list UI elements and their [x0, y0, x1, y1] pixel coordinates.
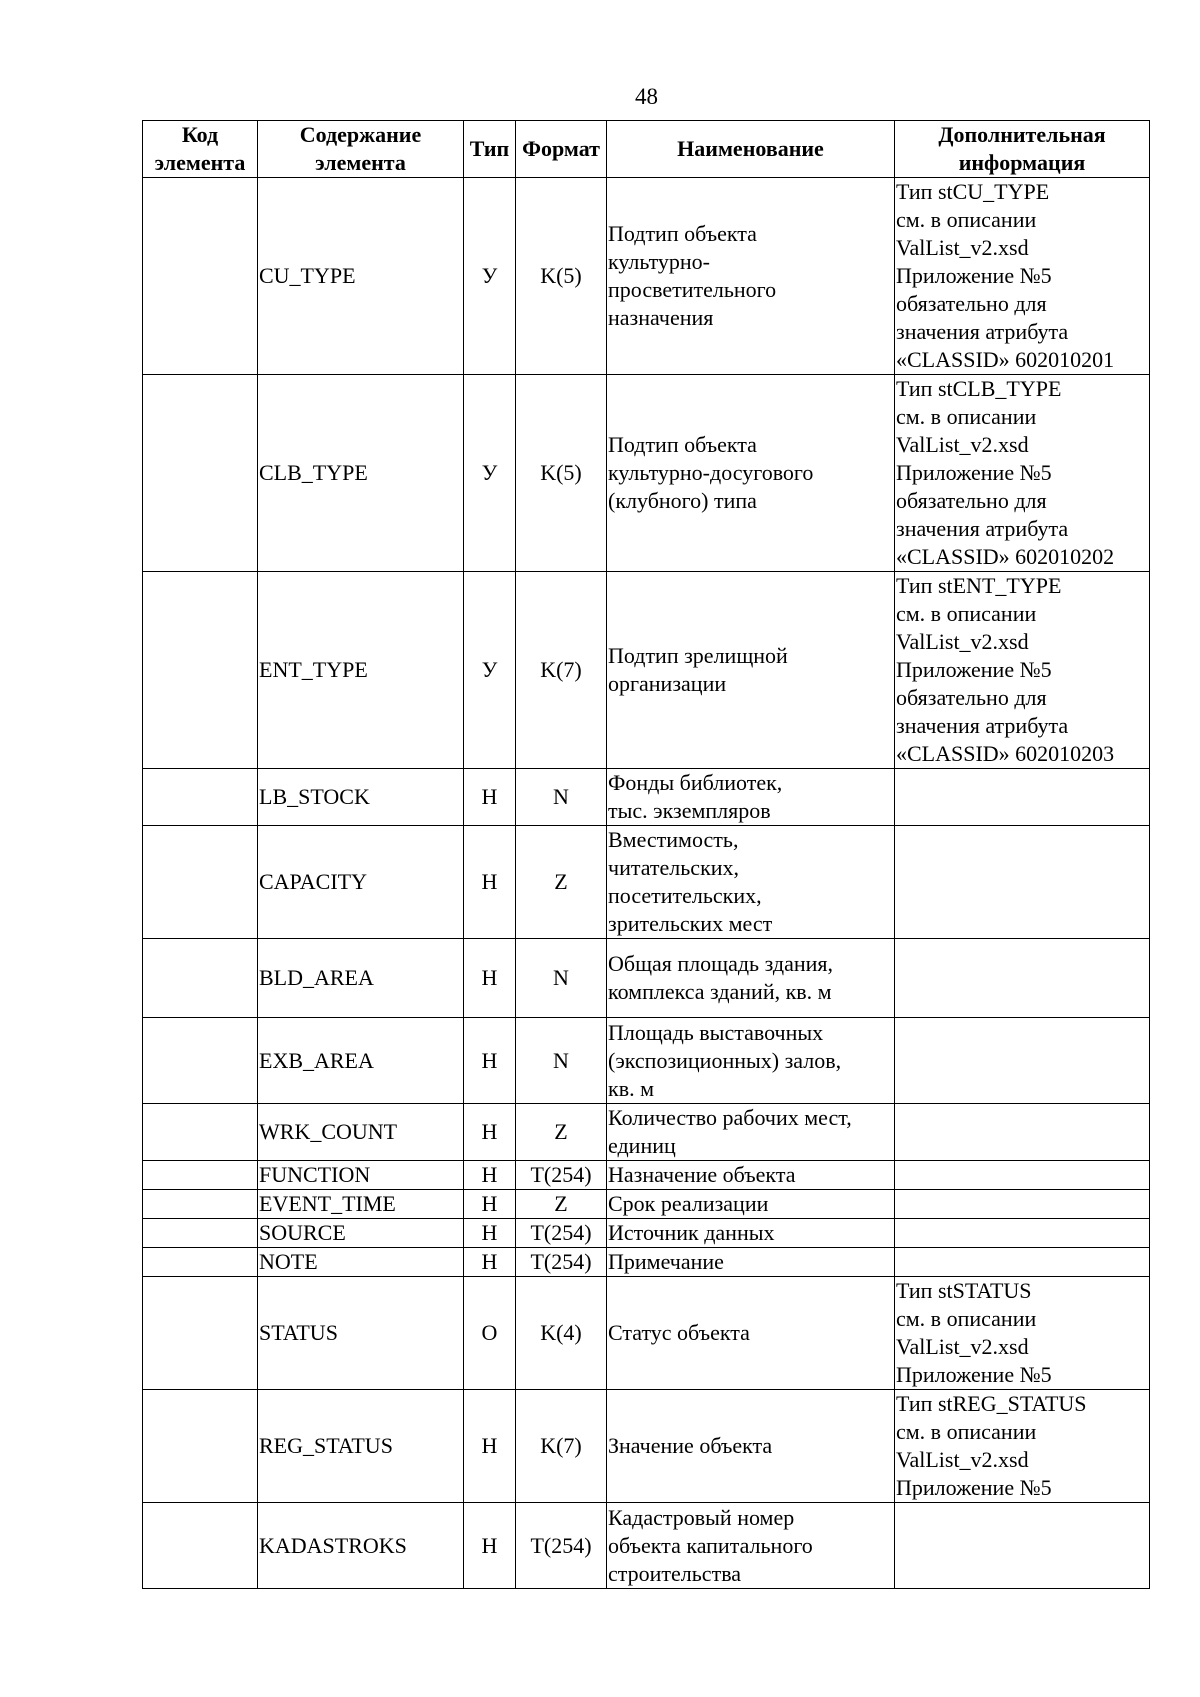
header-name: Наименование [607, 121, 895, 178]
cell-info [895, 826, 1150, 939]
cell-type: Н [464, 826, 516, 939]
cell-name: Подтип объекта культурно- просветительного назначения [607, 178, 895, 375]
cell-element: EXB_AREA [258, 1018, 464, 1104]
cell-name: Подтип зрелищной организации [607, 572, 895, 769]
cell-element: CLB_TYPE [258, 375, 464, 572]
cell-element: STATUS [258, 1277, 464, 1390]
cell-code [143, 572, 258, 769]
cell-name: Назначение объекта [607, 1161, 895, 1190]
table-row [143, 1248, 1150, 1277]
cell-code [143, 939, 258, 1018]
cell-name: Подтип объекта культурно-досугового (клубного) типа [607, 375, 895, 572]
cell-info: Тип stCU_TYPE см. в описании ValList_v2.xsd Приложение №5 обязательно для значения атрибута «CLASSID» 602010201 [895, 178, 1150, 375]
cell-element: SOURCE [258, 1219, 464, 1248]
cell-type: О [464, 1277, 516, 1390]
cell-code [143, 1190, 258, 1219]
cell-type: Н [464, 1104, 516, 1161]
cell-element: LB_STOCK [258, 769, 464, 826]
cell-type: Н [464, 1018, 516, 1104]
cell-type: Н [464, 1219, 516, 1248]
cell-info [895, 1104, 1150, 1161]
table-header-row [143, 121, 1150, 178]
table-row [143, 939, 1150, 1018]
header-type: Тип [464, 121, 516, 178]
cell-format: Z [516, 1190, 607, 1219]
cell-name: Кадастровый номер объекта капитального строительства [607, 1503, 895, 1589]
cell-format: N [516, 939, 607, 1018]
cell-code [143, 1018, 258, 1104]
cell-info [895, 939, 1150, 1018]
header-content: Содержание элемента [258, 121, 464, 178]
cell-info: Тип stSTATUS см. в описании ValList_v2.xsd Приложение №5 [895, 1277, 1150, 1390]
cell-name: Срок реализации [607, 1190, 895, 1219]
cell-type: У [464, 178, 516, 375]
cell-code [143, 1390, 258, 1503]
cell-code [143, 1248, 258, 1277]
page-number: 48 [635, 84, 658, 109]
table-row [143, 1018, 1150, 1104]
cell-element: BLD_AREA [258, 939, 464, 1018]
cell-name: Общая площадь здания, комплекса зданий, кв. м [607, 939, 895, 1018]
cell-code [143, 1161, 258, 1190]
cell-info [895, 1219, 1150, 1248]
table-row [143, 826, 1150, 939]
table-row [143, 769, 1150, 826]
cell-type: Н [464, 1503, 516, 1589]
cell-name: Фонды библиотек, тыс. экземпляров [607, 769, 895, 826]
cell-info [895, 1190, 1150, 1219]
cell-element: CU_TYPE [258, 178, 464, 375]
cell-type: Н [464, 1248, 516, 1277]
cell-name: Количество рабочих мест, единиц [607, 1104, 895, 1161]
cell-code [143, 1277, 258, 1390]
cell-format: K(7) [516, 1390, 607, 1503]
cell-name: Вместимость, читательских, посетительских, зрительских мест [607, 826, 895, 939]
cell-code [143, 1219, 258, 1248]
cell-element: NOTE [258, 1248, 464, 1277]
cell-info: Тип stCLB_TYPE см. в описании ValList_v2.xsd Приложение №5 обязательно для значения атрибута «CLASSID» 602010202 [895, 375, 1150, 572]
cell-name: Примечание [607, 1248, 895, 1277]
cell-code [143, 1503, 258, 1589]
table-row [143, 1390, 1150, 1503]
cell-format: T(254) [516, 1248, 607, 1277]
cell-element: FUNCTION [258, 1161, 464, 1190]
cell-format: T(254) [516, 1503, 607, 1589]
cell-type: Н [464, 769, 516, 826]
header-code: Код элемента [143, 121, 258, 178]
cell-format: K(4) [516, 1277, 607, 1390]
table-row [143, 1104, 1150, 1161]
table-row [143, 375, 1150, 572]
cell-element: WRK_COUNT [258, 1104, 464, 1161]
cell-type: Н [464, 1161, 516, 1190]
cell-name: Значение объекта [607, 1390, 895, 1503]
cell-info [895, 1248, 1150, 1277]
cell-info [895, 769, 1150, 826]
cell-type: У [464, 375, 516, 572]
table-row [143, 178, 1150, 375]
cell-code [143, 769, 258, 826]
table-row [143, 572, 1150, 769]
cell-info [895, 1161, 1150, 1190]
cell-format: K(5) [516, 178, 607, 375]
cell-name: Статус объекта [607, 1277, 895, 1390]
cell-info [895, 1503, 1150, 1589]
cell-element: REG_STATUS [258, 1390, 464, 1503]
table-row [143, 1503, 1150, 1589]
cell-element: ENT_TYPE [258, 572, 464, 769]
cell-info: Тип stENT_TYPE см. в описании ValList_v2.xsd Приложение №5 обязательно для значения атрибута «CLASSID» 602010203 [895, 572, 1150, 769]
table-row [143, 1219, 1150, 1248]
cell-name: Источник данных [607, 1219, 895, 1248]
cell-type: Н [464, 1190, 516, 1219]
table-row [143, 1277, 1150, 1390]
cell-element: KADASTROKS [258, 1503, 464, 1589]
header-info: Дополнительная информация [895, 121, 1150, 178]
cell-code [143, 178, 258, 375]
cell-name: Площадь выставочных (экспозиционных) залов, кв. м [607, 1018, 895, 1104]
table-row [143, 1190, 1150, 1219]
cell-code [143, 375, 258, 572]
cell-info [895, 1018, 1150, 1104]
cell-element: EVENT_TIME [258, 1190, 464, 1219]
cell-type: У [464, 572, 516, 769]
cell-type: Н [464, 1390, 516, 1503]
cell-format: K(7) [516, 572, 607, 769]
cell-format: N [516, 1018, 607, 1104]
cell-format: K(5) [516, 375, 607, 572]
cell-format: T(254) [516, 1219, 607, 1248]
cell-format: Z [516, 826, 607, 939]
cell-element: CAPACITY [258, 826, 464, 939]
cell-code [143, 1104, 258, 1161]
cell-info: Тип stREG_STATUS см. в описании ValList_v2.xsd Приложение №5 [895, 1390, 1150, 1503]
table-row [143, 1161, 1150, 1190]
cell-format: Z [516, 1104, 607, 1161]
cell-code [143, 826, 258, 939]
cell-type: Н [464, 939, 516, 1018]
cell-format: T(254) [516, 1161, 607, 1190]
header-format: Формат [516, 121, 607, 178]
cell-format: N [516, 769, 607, 826]
element-spec-table [142, 120, 1150, 1589]
